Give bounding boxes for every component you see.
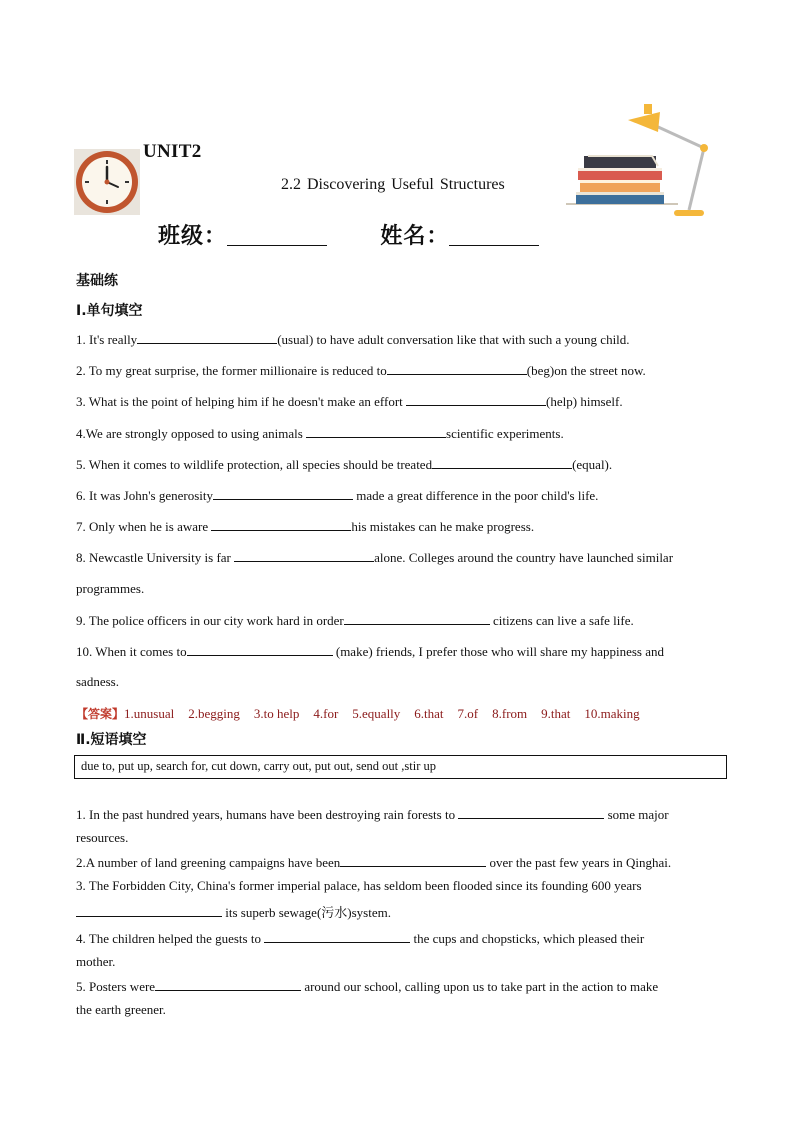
books-and-lamp-icon <box>566 98 716 220</box>
question-3: 3. What is the point of helping him if he doesn't make an effort (help) himself. <box>76 394 623 409</box>
answer-blank[interactable] <box>432 456 572 469</box>
phrase-question-4-cont: mother. <box>76 954 116 969</box>
question-10: 10. When it comes to (make) friends, I prefer those who will share my happiness and <box>76 644 665 659</box>
phrase-question-3: 3. The Forbidden City, China's former imperial palace, has seldom been flooded since its founding 600 years <box>76 878 642 893</box>
phrase-question-4: 4. The children helped the guests to the cups and chopsticks, which pleased their <box>76 931 645 946</box>
section-title-phrase-fill: Ⅱ.短语填空 <box>76 732 147 748</box>
question-1: 1. It's really (usual) to have adult conversation like that with such a young child. <box>76 332 630 347</box>
answer-blank[interactable] <box>234 549 374 562</box>
section-basic-practice: 基础练 <box>76 273 118 289</box>
question-8: 8. Newcastle University is far alone. Colleges around the country have launched similar <box>76 550 674 565</box>
answer-key: 【答案】1.unusual 2.begging 3.to help 4.for 5.equally 6.that 7.of 8.from 9.that 10.making <box>76 706 640 721</box>
answer-blank[interactable] <box>387 362 527 375</box>
answer-blank[interactable] <box>340 854 486 867</box>
phrase-question-5: 5. Posters were around our school, calling upon us to take part in the action to make <box>76 979 659 994</box>
answer-blank[interactable] <box>137 331 277 344</box>
phrase-question-2: 2.A number of land greening campaigns have been over the past few years in Qinghai. <box>76 855 672 870</box>
phrase-bank-box: due to, put up, search for, cut down, carry out, put out, send out ,stir up <box>74 755 727 779</box>
section-title-single-sentence: Ⅰ.单句填空 <box>76 303 143 319</box>
answer-blank[interactable] <box>211 518 351 531</box>
answer-blank[interactable] <box>344 612 490 625</box>
question-4: 4.We are strongly opposed to using animals scientific experiments. <box>76 426 564 441</box>
answer-blank[interactable] <box>76 904 222 917</box>
question-9: 9. The police officers in our city work hard in order citizens can live a safe life. <box>76 613 634 628</box>
name-blank[interactable] <box>449 225 539 246</box>
question-6: 6. It was John's generosity made a great difference in the poor child's life. <box>76 488 599 503</box>
student-info-row <box>158 219 539 250</box>
question-2: 2. To my great surprise, the former millionaire is reduced to (beg)on the street now. <box>76 363 646 378</box>
answer-blank[interactable] <box>155 978 301 991</box>
question-10-cont: sadness. <box>76 674 119 689</box>
answer-tag: 【答案】 <box>76 707 125 721</box>
phrase-question-5-cont: the earth greener. <box>76 1002 166 1017</box>
class-label: 班级： <box>158 224 228 249</box>
answer-blank[interactable] <box>306 425 446 438</box>
name-label: 姓名： <box>380 224 450 249</box>
phrase-question-1-cont: resources. <box>76 830 129 845</box>
answer-blank[interactable] <box>187 643 333 656</box>
question-8-cont: programmes. <box>76 581 145 596</box>
question-5: 5. When it comes to wildlife protection, all species should be treated (equal). <box>76 457 613 472</box>
phrase-question-1: 1. In the past hundred years, humans have been destroying rain forests to some major <box>76 807 669 822</box>
answer-blank[interactable] <box>213 487 353 500</box>
answer-blank[interactable] <box>458 806 604 819</box>
class-blank[interactable] <box>227 225 327 246</box>
unit-title: UNIT2 <box>143 141 202 162</box>
question-7: 7. Only when he is aware his mistakes can he make progress. <box>76 519 535 534</box>
phrase-question-3-cont: its superb sewage(污水)system. <box>76 904 721 920</box>
answer-blank[interactable] <box>264 930 410 943</box>
lesson-subtitle: 2.2 Discovering Useful Structures <box>281 176 505 193</box>
clock-icon <box>74 149 140 215</box>
answer-blank[interactable] <box>406 393 546 406</box>
